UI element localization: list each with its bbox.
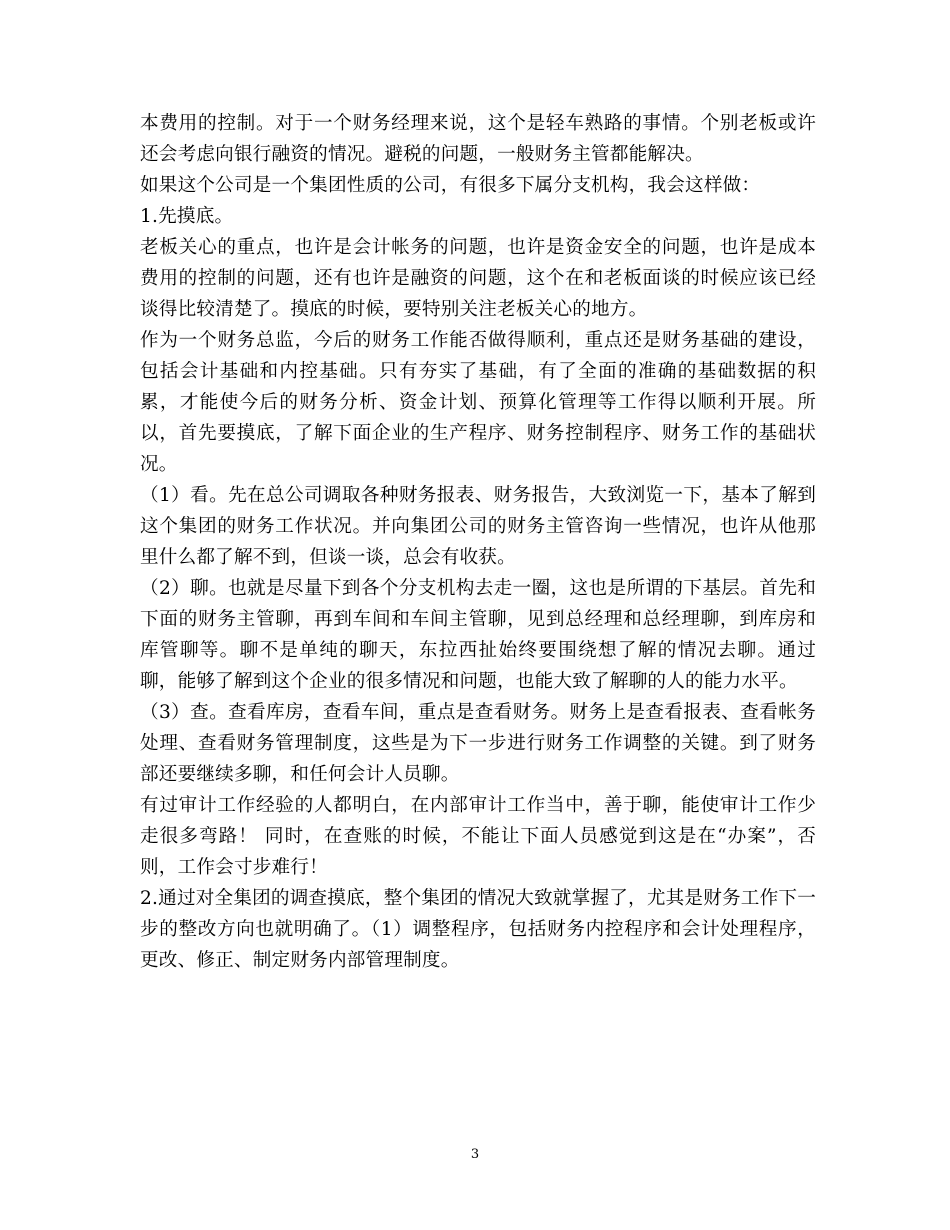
paragraph-step-2: 2.通过对全集团的调查摸底，整个集团的情况大致就掌握了，尤其是财务工作下一步的整改方向也就明确了。（1）调整程序，包括财务内控程序和会计处理程序，更改、修正、制定财务内部管理制度。 [140, 888, 816, 971]
page-number: 3 [470, 1147, 480, 1162]
paragraph-talk: （2）聊。也就是尽量下到各个分支机构去走一圈，这也是所谓的下基层。首先和下面的财务主管聊，再到车间和车间主管聊，见到总经理和总经理聊，到库房和库管聊等。聊不是单纯的聊天，东拉西扯始终要围绕想了解的情况去聊。通过聊，能够了解到这个企业的很多情况和问题，也能大致了解聊的人的能力水平。 [140, 578, 816, 692]
paragraph-cfo-foundation: 作为一个财务总监，今后的财务工作能否做得顺利，重点还是财务基础的建设，包括会计基础和内控基础。只有夯实了基础，有了全面的准确的基础数据的积累，才能使今后的财务分析、资金计划、预算化管理等工作得以顺利开展。所以，首先要摸底，了解下面企业的生产程序、财务控制程序、财务工作的基础状况。 [140, 330, 816, 475]
paragraph-audit-experience: 有过审计工作经验的人都明白，在内部审计工作当中，善于聊，能使审计工作少走很多弯路！ 同时，在查账的时候，不能让下面人员感觉到这是在“办案”，否则，工作会寸步难行！ [140, 795, 816, 878]
paragraph-step-1-heading: 1.先摸底。 [140, 206, 234, 227]
paragraph-group-company: 如果这个公司是一个集团性质的公司，有很多下属分支机构，我会这样做： [140, 175, 761, 196]
paragraph-boss-concerns: 老板关心的重点，也许是会计帐务的问题，也许是资金安全的问题，也许是成本费用的控制的问题，还有也许是融资的问题，这个在和老板面谈的时候应该已经谈得比较清楚了。摸底的时候，要特别关注老板关心的地方。 [140, 237, 816, 320]
document-body [140, 108, 816, 976]
paragraph-check: （3）查。查看库房，查看车间，重点是查看财务。财务上是查看报表、查看帐务处理、查看财务管理制度，这些是为下一步进行财务工作调整的关键。到了财务部还要继续多聊，和任何会计人员聊。 [140, 702, 816, 785]
paragraph-cost-control: 本费用的控制。对于一个财务经理来说，这个是轻车熟路的事情。个别老板或许还会考虑向银行融资的情况。避税的问题，一般财务主管都能解决。 [140, 113, 816, 165]
paragraph-look: （1）看。先在总公司调取各种财务报表、财务报告，大致浏览一下，基本了解到这个集团的财务工作状况。并向集团公司的财务主管咨询一些情况，也许从他那里什么都了解不到，但谈一谈，总会有收获。 [140, 485, 816, 568]
